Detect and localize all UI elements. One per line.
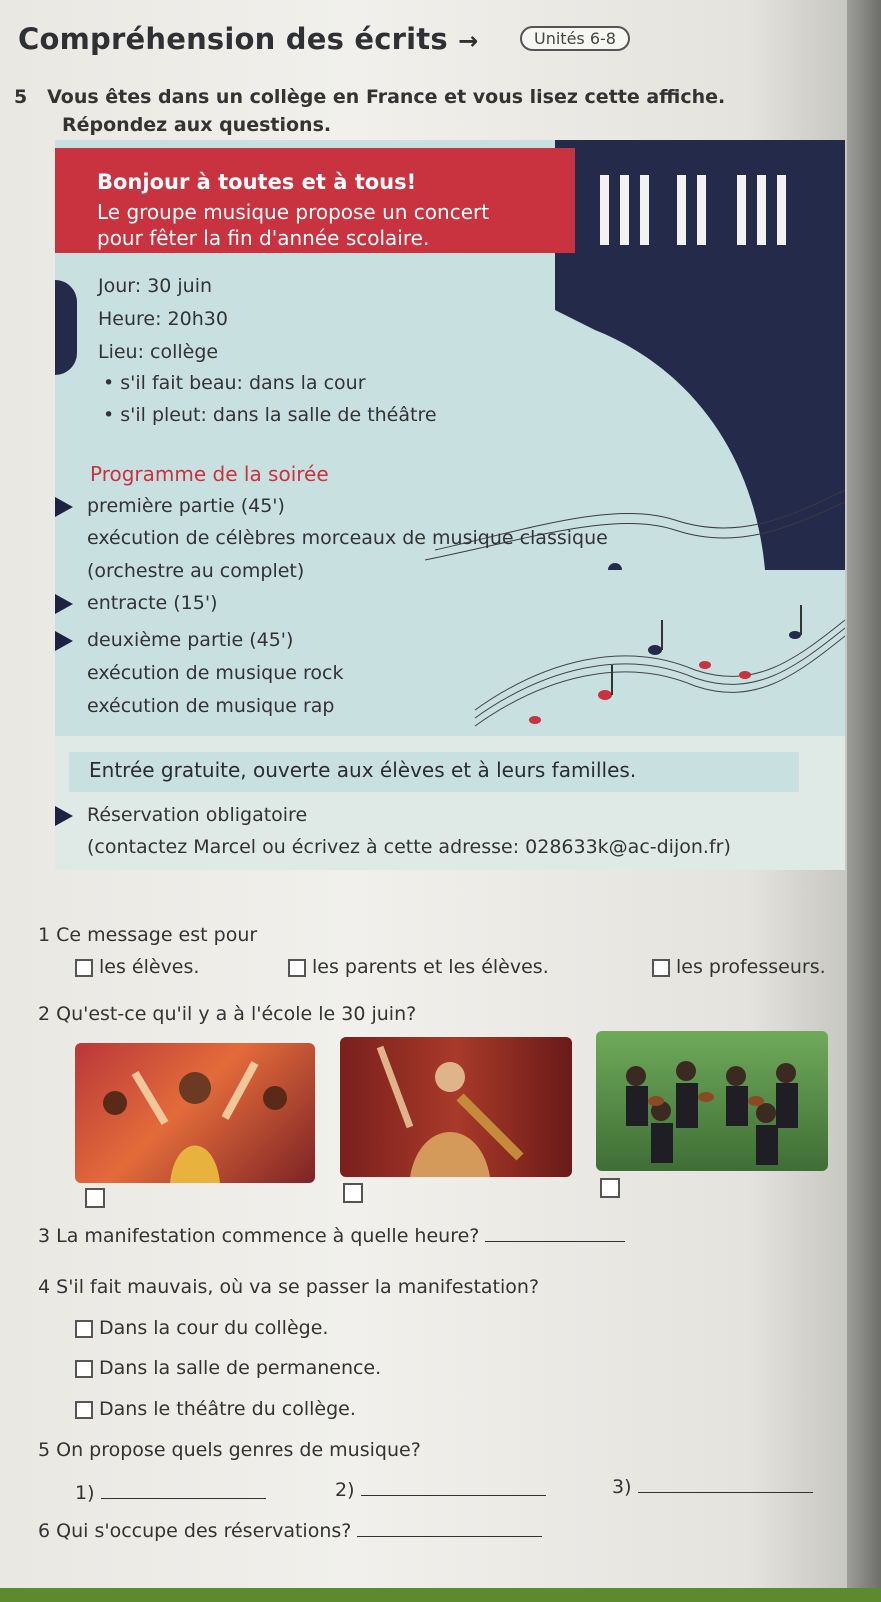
q4-option-3[interactable] — [75, 1398, 356, 1420]
q1-option-2-label: les parents et les élèves. — [312, 956, 549, 978]
reservation-title: Réservation obligatoire — [87, 804, 308, 826]
part2-line1: exécution de musique rock — [87, 662, 344, 684]
part1-title: première partie (45') — [87, 495, 285, 517]
answer-line[interactable] — [638, 1492, 813, 1493]
photo2-checkbox[interactable] — [343, 1183, 363, 1203]
entracte: entracte (15') — [87, 592, 218, 614]
poster-lieu: Lieu: collège — [98, 341, 219, 363]
q5-answer-2 — [335, 1479, 546, 1501]
q5-answer-1 — [75, 1482, 266, 1504]
bullet-triangle-icon — [55, 806, 73, 826]
poster-banner — [55, 148, 575, 253]
orchestra-musicians-image — [596, 1031, 828, 1171]
question-6 — [38, 1520, 542, 1542]
checkbox[interactable] — [652, 959, 670, 977]
question-5: 5 On propose quels genres de musique? — [38, 1439, 421, 1461]
rock-photo — [340, 1037, 572, 1177]
answer-line[interactable] — [361, 1495, 546, 1496]
bullet-triangle-icon — [55, 631, 73, 651]
question-3-text: 3 La manifestation commence à quelle heure? — [38, 1225, 480, 1247]
q1-option-1-label: les élèves. — [99, 956, 200, 978]
banner-line2: Le groupe musique propose un concert — [97, 200, 490, 224]
q5-number-2: 2) — [335, 1479, 355, 1501]
checkbox[interactable] — [75, 1360, 93, 1378]
checkbox[interactable] — [75, 1320, 93, 1338]
q1-option-1[interactable] — [75, 956, 199, 978]
q5-number-1: 1) — [75, 1482, 95, 1504]
q1-option-2[interactable] — [288, 956, 549, 978]
exercise-intro-line1: Vous êtes dans un collège en France et vous lisez cette affiche. — [47, 86, 726, 108]
question-3 — [38, 1225, 625, 1247]
unit-badge: Unités 6-8 — [520, 26, 630, 51]
banner-greeting: Bonjour à toutes et à tous! — [97, 170, 417, 194]
checkbox[interactable] — [75, 1401, 93, 1419]
entree-box — [69, 752, 799, 792]
bullet-triangle-icon — [55, 497, 73, 517]
poster-lieu-beau: • s'il fait beau: dans la cour — [103, 372, 366, 394]
photo3-checkbox[interactable] — [600, 1178, 620, 1198]
poster-lieu-pleut: • s'il pleut: dans la salle de théâtre — [103, 404, 437, 426]
poster-heure: Heure: 20h30 — [98, 308, 228, 330]
q4-option-2-label: Dans la salle de permanence. — [99, 1357, 382, 1379]
page-bottom-band — [0, 1588, 881, 1602]
arrow-icon: → — [458, 27, 479, 55]
question-4: 4 S'il fait mauvais, où va se passer la manifestation? — [38, 1276, 540, 1298]
q4-option-2[interactable] — [75, 1357, 381, 1379]
q1-option-3[interactable] — [652, 956, 826, 978]
q1-option-3-label: les professeurs. — [676, 956, 826, 978]
programme-title: Programme de la soirée — [90, 462, 329, 486]
concert-poster — [55, 140, 845, 870]
bullet-triangle-icon — [55, 594, 73, 614]
part2-title: deuxième partie (45') — [87, 629, 294, 651]
question-2: 2 Qu'est-ce qu'il y a à l'école le 30 juin? — [38, 1003, 417, 1025]
reservation-line: (contactez Marcel ou écrivez à cette adresse: 028633k@ac-dijon.fr) — [87, 836, 731, 858]
q5-number-3: 3) — [612, 1476, 632, 1498]
section-title-text: Compréhension des écrits — [18, 22, 448, 56]
part2-line2: exécution de musique rap — [87, 695, 335, 717]
q4-option-3-label: Dans le théâtre du collège. — [99, 1398, 356, 1420]
poster-jour: Jour: 30 juin — [98, 275, 213, 297]
orchestra-photo — [596, 1031, 828, 1171]
side-tab-decoration — [55, 280, 77, 375]
exercise-number: 5 — [14, 86, 28, 108]
party-photo — [75, 1043, 315, 1183]
banner-line3: pour fêter la fin d'année scolaire. — [97, 226, 430, 250]
exercise-intro — [14, 86, 725, 108]
exercise-intro-line2: Répondez aux questions. — [62, 114, 332, 136]
photo1-checkbox[interactable] — [85, 1188, 105, 1208]
answer-line[interactable] — [357, 1536, 542, 1537]
music-notes-icon — [415, 540, 845, 740]
q4-option-1-label: Dans la cour du collège. — [99, 1317, 329, 1339]
entree-text: Entrée gratuite, ouverte aux élèves et à leurs familles. — [89, 758, 637, 782]
question-1: 1 Ce message est pour — [38, 924, 258, 946]
question-6-text: 6 Qui s'occupe des réservations? — [38, 1520, 352, 1542]
rock-singer-image — [340, 1037, 572, 1177]
answer-line[interactable] — [101, 1498, 266, 1499]
q5-answer-3 — [612, 1476, 813, 1498]
q4-option-1[interactable] — [75, 1317, 328, 1339]
part1-line1: exécution de célèbres morceaux de musique classique — [87, 527, 608, 549]
section-title — [18, 22, 478, 56]
dancing-people-image — [75, 1043, 315, 1183]
part1-line2: (orchestre au complet) — [87, 560, 305, 582]
checkbox[interactable] — [75, 959, 93, 977]
page-edge — [847, 0, 881, 1602]
answer-line[interactable] — [485, 1241, 625, 1242]
checkbox[interactable] — [288, 959, 306, 977]
